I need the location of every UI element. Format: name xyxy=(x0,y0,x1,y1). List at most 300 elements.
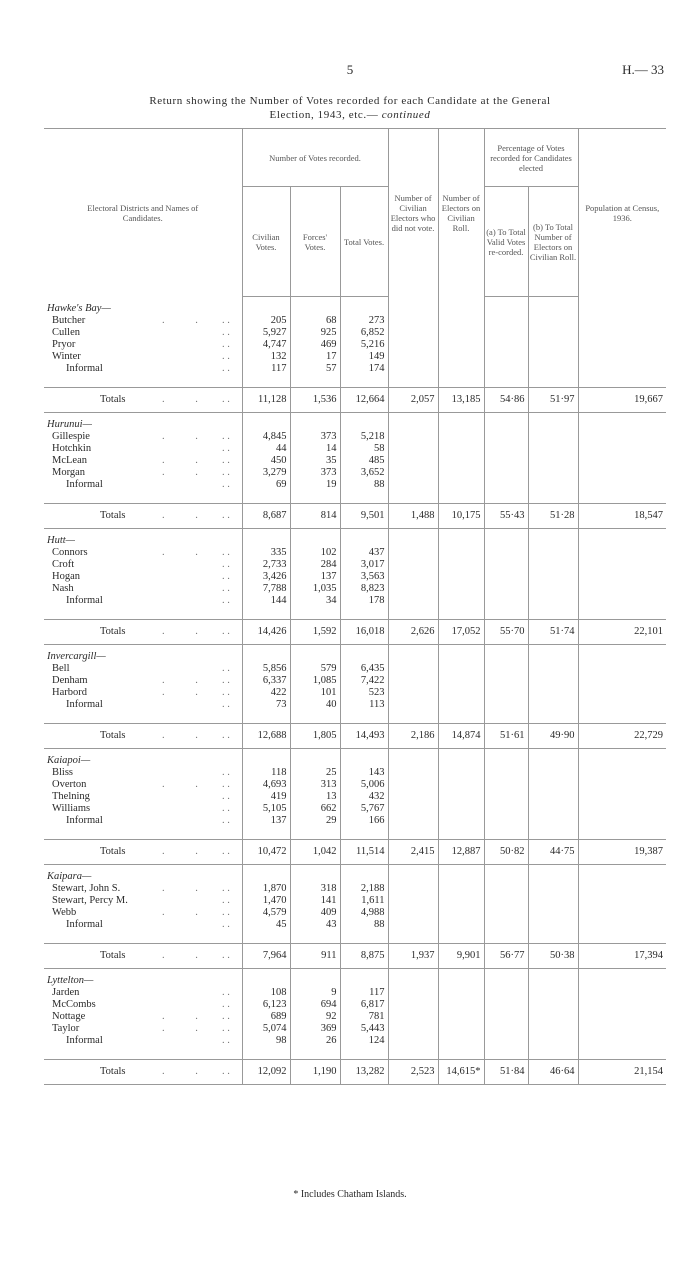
candidate-row xyxy=(44,547,666,559)
candidate-row xyxy=(44,895,666,907)
totals-ndv: 1,937 xyxy=(388,943,438,968)
candidate-row xyxy=(44,339,666,351)
totals-ndv: 2,523 xyxy=(388,1059,438,1084)
page-number: 5 xyxy=(346,62,354,77)
col-header-name: Electoral Districts and Names of Candidates. xyxy=(44,129,242,297)
votes-civ: 1,470 xyxy=(242,895,290,907)
totals-civ: 10,472 xyxy=(242,839,290,864)
votes-tot: 3,017 xyxy=(340,559,388,571)
informal-row xyxy=(44,363,666,375)
totals-label: Totals xyxy=(100,845,126,857)
leader-dots: . . xyxy=(222,442,230,454)
votes-civ: 4,747 xyxy=(242,339,290,351)
candidate-row xyxy=(44,767,666,779)
votes-tot: 149 xyxy=(340,351,388,363)
totals-pop: 19,667 xyxy=(578,387,666,412)
informal-row xyxy=(44,699,666,711)
totals-civ: 12,092 xyxy=(242,1059,290,1084)
votes-tot: 124 xyxy=(340,1035,388,1047)
votes-tot: 143 xyxy=(340,767,388,779)
votes-for: 57 xyxy=(290,363,340,375)
district-name: Kaiapoi— xyxy=(47,754,91,766)
candidate-row xyxy=(44,791,666,803)
votes-tot: 432 xyxy=(340,791,388,803)
votes-for: 469 xyxy=(290,339,340,351)
page-header xyxy=(0,62,700,78)
totals-civ: 11,128 xyxy=(242,387,290,412)
district-name: Kaipara— xyxy=(47,870,92,882)
leader-dots: . . xyxy=(222,698,230,710)
totals-for: 1,592 xyxy=(290,619,340,644)
leader-dots: . . xyxy=(222,674,230,686)
votes-for: 284 xyxy=(290,559,340,571)
leader-dots: . . xyxy=(162,949,212,961)
votes-tot: 88 xyxy=(340,919,388,931)
candidate-name: Stewart, John S. xyxy=(52,882,121,894)
votes-civ: 4,845 xyxy=(242,431,290,443)
district-row xyxy=(44,412,666,431)
totals-tot: 13,282 xyxy=(340,1059,388,1084)
candidate-row xyxy=(44,455,666,467)
votes-civ: 5,105 xyxy=(242,803,290,815)
candidate-row xyxy=(44,443,666,455)
votes-for: 35 xyxy=(290,455,340,467)
totals-nel: 9,901 xyxy=(438,943,484,968)
votes-civ: 4,579 xyxy=(242,907,290,919)
totals-pb: 44·75 xyxy=(528,839,578,864)
totals-row xyxy=(44,503,666,528)
totals-pop: 22,729 xyxy=(578,723,666,748)
totals-row xyxy=(44,1059,666,1084)
votes-for: 313 xyxy=(290,779,340,791)
totals-nel: 17,052 xyxy=(438,619,484,644)
col-header-votes-group: Number of Votes recorded. xyxy=(242,129,388,187)
leader-dots: . . xyxy=(222,845,230,857)
totals-nel: 12,887 xyxy=(438,839,484,864)
totals-for: 1,805 xyxy=(290,723,340,748)
col-header-percentage-group: Percentage of Votes recorded for Candidates elected xyxy=(484,129,578,187)
leader-dots: . . xyxy=(162,466,212,478)
votes-tot: 3,652 xyxy=(340,467,388,479)
votes-for: 92 xyxy=(290,1011,340,1023)
district-row xyxy=(44,297,666,315)
totals-civ: 14,426 xyxy=(242,619,290,644)
votes-civ: 44 xyxy=(242,443,290,455)
votes-civ: 3,279 xyxy=(242,467,290,479)
totals-pb: 49·90 xyxy=(528,723,578,748)
totals-for: 1,190 xyxy=(290,1059,340,1084)
candidate-row xyxy=(44,663,666,675)
leader-dots: . . xyxy=(162,729,212,741)
totals-pa: 55·70 xyxy=(484,619,528,644)
col-header-pct-a: (a) To Total Valid Votes re-corded. xyxy=(484,187,528,297)
votes-tot: 6,852 xyxy=(340,327,388,339)
votes-civ: 117 xyxy=(242,363,290,375)
votes-civ: 1,870 xyxy=(242,883,290,895)
leader-dots: . . xyxy=(162,454,212,466)
table-title xyxy=(30,94,670,122)
votes-tot: 5,443 xyxy=(340,1023,388,1035)
leader-dots: . . xyxy=(222,546,230,558)
district-row xyxy=(44,644,666,663)
leader-dots: . . xyxy=(222,986,230,998)
candidate-name: Bell xyxy=(52,662,70,674)
leader-dots: . . xyxy=(222,430,230,442)
votes-civ: 5,856 xyxy=(242,663,290,675)
leader-dots: . . xyxy=(162,1010,212,1022)
votes-tot: 178 xyxy=(340,595,388,607)
votes-civ: 5,074 xyxy=(242,1023,290,1035)
totals-row xyxy=(44,723,666,748)
leader-dots: . . xyxy=(222,686,230,698)
totals-for: 911 xyxy=(290,943,340,968)
informal-row xyxy=(44,919,666,931)
col-header-forces: Forces' Votes. xyxy=(290,187,340,297)
candidate-name: Williams xyxy=(52,802,91,814)
leader-dots: . . xyxy=(222,802,230,814)
totals-pb: 51·74 xyxy=(528,619,578,644)
totals-nel: 13,185 xyxy=(438,387,484,412)
votes-for: 373 xyxy=(290,467,340,479)
totals-nel: 14,615* xyxy=(438,1059,484,1084)
leader-dots: . . xyxy=(162,430,212,442)
votes-for: 579 xyxy=(290,663,340,675)
totals-for: 814 xyxy=(290,503,340,528)
candidate-row xyxy=(44,351,666,363)
leader-dots: . . xyxy=(222,882,230,894)
totals-pop: 19,387 xyxy=(578,839,666,864)
informal-row xyxy=(44,595,666,607)
leader-dots: . . xyxy=(162,625,212,637)
votes-for: 40 xyxy=(290,699,340,711)
title-line-2: Election, 1943, etc.— continued xyxy=(269,109,431,121)
title-line-1: Return showing the Number of Votes recorded for each Candidate at the General xyxy=(149,95,551,107)
document-reference: H.— 33 xyxy=(622,62,664,77)
votes-for: 925 xyxy=(290,327,340,339)
leader-dots: . . xyxy=(222,918,230,930)
leader-dots: . . xyxy=(222,326,230,338)
candidate-row xyxy=(44,327,666,339)
leader-dots: . . xyxy=(222,509,230,521)
totals-pa: 55·43 xyxy=(484,503,528,528)
votes-for: 318 xyxy=(290,883,340,895)
candidate-row xyxy=(44,559,666,571)
col-header-did-not-vote: Number of Civilian Electors who did not vote. xyxy=(388,129,438,297)
totals-row xyxy=(44,619,666,644)
totals-pa: 51·84 xyxy=(484,1059,528,1084)
totals-label: Totals xyxy=(100,949,126,961)
candidate-name: Webb xyxy=(52,906,77,918)
candidate-name: Hogan xyxy=(52,570,80,582)
totals-tot: 12,664 xyxy=(340,387,388,412)
leader-dots: . . xyxy=(222,350,230,362)
totals-nel: 14,874 xyxy=(438,723,484,748)
votes-tot: 117 xyxy=(340,987,388,999)
candidate-row xyxy=(44,583,666,595)
votes-civ: 6,123 xyxy=(242,999,290,1011)
votes-civ: 108 xyxy=(242,987,290,999)
col-header-pct-b: (b) To Total Number of Electors on Civilian Roll. xyxy=(528,187,578,297)
district-row xyxy=(44,864,666,883)
totals-ndv: 2,415 xyxy=(388,839,438,864)
candidate-name: Thelning xyxy=(52,790,90,802)
votes-civ: 335 xyxy=(242,547,290,559)
candidate-name: Hotchkin xyxy=(52,442,92,454)
leader-dots: . . xyxy=(222,570,230,582)
candidate-name: Jarden xyxy=(52,986,80,998)
candidate-name: Cullen xyxy=(52,326,80,338)
district-row xyxy=(44,748,666,767)
candidate-name: Croft xyxy=(52,558,75,570)
informal-row xyxy=(44,479,666,491)
informal-label: Informal xyxy=(66,814,103,826)
leader-dots: . . xyxy=(162,845,212,857)
leader-dots: . . xyxy=(162,546,212,558)
candidate-row xyxy=(44,803,666,815)
votes-tot: 58 xyxy=(340,443,388,455)
totals-pop: 22,101 xyxy=(578,619,666,644)
district-name: Hurunui— xyxy=(47,418,92,430)
votes-tot: 1,611 xyxy=(340,895,388,907)
district-name: Hutt— xyxy=(47,534,76,546)
totals-row xyxy=(44,943,666,968)
leader-dots: . . xyxy=(222,766,230,778)
totals-pa: 54·86 xyxy=(484,387,528,412)
votes-civ: 205 xyxy=(242,315,290,327)
candidate-name: Harbord xyxy=(52,686,87,698)
totals-row xyxy=(44,839,666,864)
votes-tot: 485 xyxy=(340,455,388,467)
district-name: Lyttelton— xyxy=(47,974,94,986)
candidate-row xyxy=(44,883,666,895)
totals-label: Totals xyxy=(100,625,126,637)
candidate-name: Nottage xyxy=(52,1010,86,1022)
candidate-row xyxy=(44,907,666,919)
leader-dots: . . xyxy=(222,362,230,374)
votes-civ: 45 xyxy=(242,919,290,931)
candidate-name: Gillespie xyxy=(52,430,90,442)
informal-label: Informal xyxy=(66,594,103,606)
votes-tot: 174 xyxy=(340,363,388,375)
totals-nel: 10,175 xyxy=(438,503,484,528)
votes-tot: 5,767 xyxy=(340,803,388,815)
leader-dots: . . xyxy=(222,1034,230,1046)
votes-for: 141 xyxy=(290,895,340,907)
title-continued: continued xyxy=(381,109,431,121)
col-header-total: Total Votes. xyxy=(340,187,388,297)
leader-dots: . . xyxy=(222,1065,230,1077)
totals-for: 1,042 xyxy=(290,839,340,864)
candidate-row xyxy=(44,1011,666,1023)
footnote: * Includes Chatham Islands. xyxy=(293,1189,407,1200)
votes-civ: 118 xyxy=(242,767,290,779)
totals-tot: 11,514 xyxy=(340,839,388,864)
leader-dots: . . xyxy=(162,1065,212,1077)
votes-for: 29 xyxy=(290,815,340,827)
candidate-name: Overton xyxy=(52,778,87,790)
totals-pb: 46·64 xyxy=(528,1059,578,1084)
leader-dots: . . xyxy=(222,393,230,405)
totals-tot: 14,493 xyxy=(340,723,388,748)
votes-for: 9 xyxy=(290,987,340,999)
candidate-row xyxy=(44,675,666,687)
votes-tot: 4,988 xyxy=(340,907,388,919)
totals-pb: 50·38 xyxy=(528,943,578,968)
informal-label: Informal xyxy=(66,1034,103,1046)
totals-label: Totals xyxy=(100,729,126,741)
totals-for: 1,536 xyxy=(290,387,340,412)
leader-dots: . . xyxy=(162,906,212,918)
leader-dots: . . xyxy=(162,674,212,686)
votes-civ: 450 xyxy=(242,455,290,467)
votes-civ: 5,927 xyxy=(242,327,290,339)
candidate-row xyxy=(44,687,666,699)
totals-label: Totals xyxy=(100,1065,126,1077)
district-name: Hawke's Bay— xyxy=(47,302,111,314)
leader-dots: . . xyxy=(222,582,230,594)
totals-tot: 16,018 xyxy=(340,619,388,644)
totals-pb: 51·97 xyxy=(528,387,578,412)
votes-for: 26 xyxy=(290,1035,340,1047)
votes-civ: 7,788 xyxy=(242,583,290,595)
col-header-electors: Number of Electors on Civilian Roll. xyxy=(438,129,484,297)
votes-civ: 137 xyxy=(242,815,290,827)
leader-dots: . . xyxy=(222,814,230,826)
votes-for: 409 xyxy=(290,907,340,919)
votes-for: 43 xyxy=(290,919,340,931)
votes-tot: 7,422 xyxy=(340,675,388,687)
totals-pb: 51·28 xyxy=(528,503,578,528)
leader-dots: . . xyxy=(222,790,230,802)
leader-dots: . . xyxy=(162,1022,212,1034)
votes-for: 373 xyxy=(290,431,340,443)
votes-civ: 73 xyxy=(242,699,290,711)
informal-row xyxy=(44,1035,666,1047)
totals-civ: 12,688 xyxy=(242,723,290,748)
totals-ndv: 2,057 xyxy=(388,387,438,412)
informal-row xyxy=(44,815,666,827)
candidate-name: McCombs xyxy=(52,998,96,1010)
candidate-name: Stewart, Percy M. xyxy=(52,894,128,906)
election-returns-table xyxy=(44,128,666,1085)
leader-dots: . . xyxy=(222,1010,230,1022)
candidate-row xyxy=(44,431,666,443)
votes-tot: 113 xyxy=(340,699,388,711)
votes-tot: 5,218 xyxy=(340,431,388,443)
votes-civ: 4,693 xyxy=(242,779,290,791)
votes-for: 17 xyxy=(290,351,340,363)
informal-label: Informal xyxy=(66,478,103,490)
totals-pop: 18,547 xyxy=(578,503,666,528)
votes-civ: 689 xyxy=(242,1011,290,1023)
leader-dots: . . xyxy=(222,949,230,961)
votes-tot: 5,006 xyxy=(340,779,388,791)
votes-for: 25 xyxy=(290,767,340,779)
leader-dots: . . xyxy=(222,314,230,326)
candidate-row xyxy=(44,779,666,791)
totals-civ: 7,964 xyxy=(242,943,290,968)
votes-civ: 6,337 xyxy=(242,675,290,687)
totals-ndv: 2,186 xyxy=(388,723,438,748)
votes-for: 662 xyxy=(290,803,340,815)
district-name: Invercargill— xyxy=(47,650,106,662)
informal-label: Informal xyxy=(66,362,103,374)
leader-dots: . . xyxy=(222,478,230,490)
district-row xyxy=(44,528,666,547)
totals-pa: 50·82 xyxy=(484,839,528,864)
leader-dots: . . xyxy=(222,454,230,466)
leader-dots: . . xyxy=(222,998,230,1010)
votes-tot: 166 xyxy=(340,815,388,827)
totals-tot: 9,501 xyxy=(340,503,388,528)
totals-label: Totals xyxy=(100,393,126,405)
candidate-row xyxy=(44,1023,666,1035)
leader-dots: . . xyxy=(222,778,230,790)
votes-tot: 437 xyxy=(340,547,388,559)
leader-dots: . . xyxy=(162,778,212,790)
candidate-name: Bliss xyxy=(52,766,74,778)
candidate-name: Connors xyxy=(52,546,88,558)
votes-for: 101 xyxy=(290,687,340,699)
totals-ndv: 1,488 xyxy=(388,503,438,528)
totals-pa: 56·77 xyxy=(484,943,528,968)
votes-civ: 132 xyxy=(242,351,290,363)
leader-dots: . . xyxy=(222,625,230,637)
leader-dots: . . xyxy=(162,882,212,894)
votes-for: 137 xyxy=(290,571,340,583)
leader-dots: . . xyxy=(222,1022,230,1034)
col-header-population: Population at Census, 1936. xyxy=(578,129,666,297)
candidate-name: McLean xyxy=(52,454,87,466)
candidate-row xyxy=(44,571,666,583)
col-header-civilian: Civilian Votes. xyxy=(242,187,290,297)
leader-dots: . . xyxy=(222,729,230,741)
votes-civ: 2,733 xyxy=(242,559,290,571)
votes-for: 369 xyxy=(290,1023,340,1035)
votes-tot: 3,563 xyxy=(340,571,388,583)
votes-for: 1,035 xyxy=(290,583,340,595)
totals-tot: 8,875 xyxy=(340,943,388,968)
votes-tot: 523 xyxy=(340,687,388,699)
candidate-name: Winter xyxy=(52,350,81,362)
votes-tot: 88 xyxy=(340,479,388,491)
candidate-name: Nash xyxy=(52,582,74,594)
leader-dots: . . xyxy=(222,558,230,570)
votes-civ: 144 xyxy=(242,595,290,607)
candidate-row xyxy=(44,315,666,327)
totals-pop: 17,394 xyxy=(578,943,666,968)
votes-tot: 8,823 xyxy=(340,583,388,595)
candidate-row xyxy=(44,987,666,999)
leader-dots: . . xyxy=(162,509,212,521)
leader-dots: . . xyxy=(222,338,230,350)
totals-pa: 51·61 xyxy=(484,723,528,748)
candidate-name: Taylor xyxy=(52,1022,80,1034)
votes-tot: 2,188 xyxy=(340,883,388,895)
votes-for: 694 xyxy=(290,999,340,1011)
votes-civ: 3,426 xyxy=(242,571,290,583)
candidate-name: Denham xyxy=(52,674,88,686)
candidate-name: Morgan xyxy=(52,466,86,478)
votes-tot: 273 xyxy=(340,315,388,327)
totals-civ: 8,687 xyxy=(242,503,290,528)
votes-for: 1,085 xyxy=(290,675,340,687)
votes-civ: 98 xyxy=(242,1035,290,1047)
leader-dots: . . xyxy=(222,594,230,606)
leader-dots: . . xyxy=(162,393,212,405)
votes-tot: 6,817 xyxy=(340,999,388,1011)
totals-ndv: 2,626 xyxy=(388,619,438,644)
